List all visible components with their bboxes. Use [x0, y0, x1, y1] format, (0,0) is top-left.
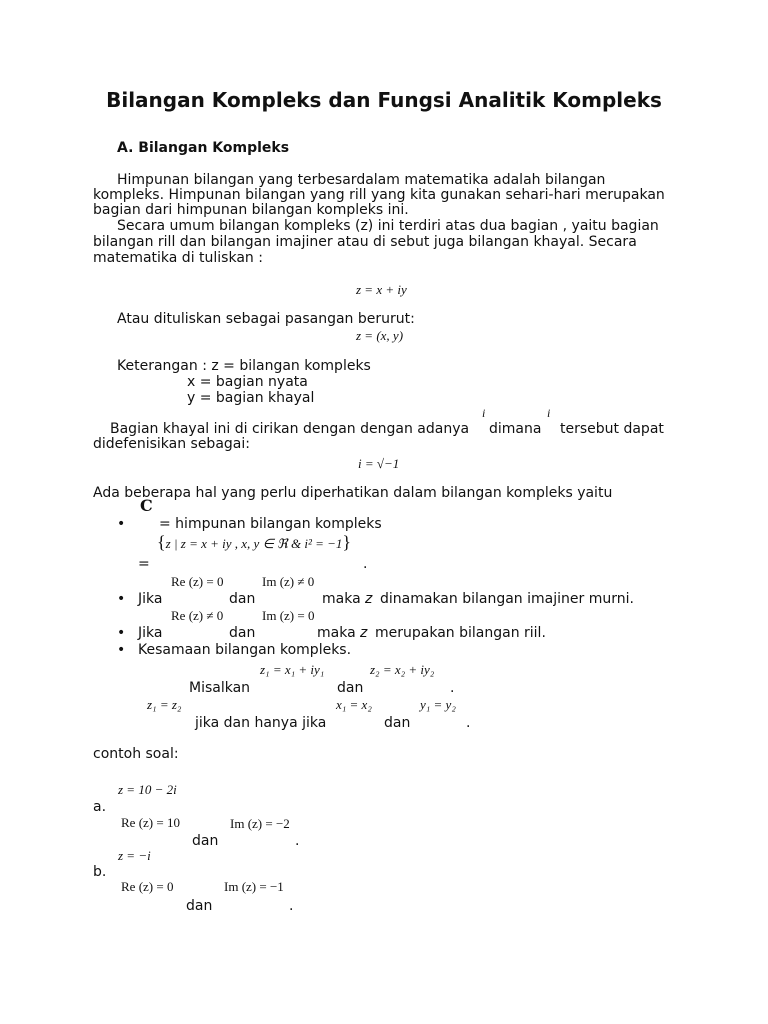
bullet3-rest: merupakan bilangan riil.	[375, 625, 546, 641]
khayal-text: Bagian khayal ini di cirikan dengan dengan adanya	[110, 421, 470, 437]
hal-text: Ada beberapa hal yang perlu diperhatikan dalam bilangan kompleks yaitu	[93, 485, 613, 501]
equation-i: i = √−1	[358, 456, 400, 471]
equation-z1: z₁ = x₁ + iy₁	[260, 662, 325, 677]
example-a-re: Re (z) = 10	[121, 815, 180, 830]
bullet2-rest: dinamakan bilangan imajiner murni.	[380, 591, 634, 607]
equation-z1-eq-z2: z₁ = z₂	[147, 697, 182, 712]
section-heading: A. Bilangan Kompleks	[117, 140, 290, 156]
keterangan-line3: y = bagian khayal	[187, 390, 315, 406]
equation-pair: z = (x, y)	[356, 328, 404, 343]
para1-line1: Himpunan bilangan yang terbesardalam matematika adalah bilangan	[117, 172, 606, 188]
bullet-icon: •	[117, 625, 126, 641]
iff-dan: dan	[384, 715, 411, 731]
im-nonzero: Im (z) ≠ 0	[262, 574, 315, 589]
im-zero: Im (z) = 0	[262, 608, 315, 623]
re-zero: Re (z) = 0	[171, 574, 224, 589]
example-a-equation: z = 10 − 2i	[118, 782, 177, 797]
set-definition: {z | z = x + iy , x, y ∈ ℜ & i² = −1}	[157, 532, 352, 552]
example-a-im: Im (z) = −2	[230, 816, 290, 831]
example-b-dot: .	[289, 898, 294, 914]
example-a-dot: .	[295, 833, 300, 849]
contoh-label: contoh soal:	[93, 746, 179, 762]
bullet1-equals: =	[138, 556, 150, 572]
complex-set-symbol: C	[140, 496, 153, 515]
bullet3-z: z	[360, 625, 368, 641]
iff-dot: .	[466, 715, 471, 731]
bullet1-dot: .	[363, 556, 368, 572]
bullet-icon: •	[117, 591, 126, 607]
para2-line1: Secara umum bilangan kompleks (z) ini terdiri atas dua bagian , yaitu bagian	[117, 218, 659, 234]
bullet3-dan: dan	[229, 625, 256, 641]
misalkan-dan: dan	[337, 680, 364, 696]
equation-z2: z₂ = x₂ + iy₂	[370, 662, 435, 677]
khayal-tersebut: tersebut dapat	[560, 421, 664, 437]
equation-x1-eq-x2: x₁ = x₂	[336, 697, 372, 712]
bullet-icon: •	[117, 516, 126, 532]
para2-line3: matematika di tuliskan :	[93, 250, 263, 266]
pair-text: Atau dituliskan sebagai pasangan berurut:	[117, 311, 415, 327]
bullet3-jika: Jika	[138, 625, 163, 641]
khayal-line2: didefenisikan sebagai:	[93, 436, 250, 452]
iff-text: jika dan hanya jika	[195, 715, 327, 731]
bullet2-maka: maka	[322, 591, 361, 607]
para1-line3: bagian dari himpunan bilangan kompleks ini.	[93, 202, 409, 218]
para2-line2: bilangan rill dan bilangan imajiner atau di sebut juga bilangan khayal. Secara	[93, 234, 637, 250]
para1-line2: kompleks. Himpunan bilangan yang rill yang kita gunakan sehari-hari merupakan	[93, 187, 665, 203]
equation-y1-eq-y2: y₁ = y₂	[420, 697, 456, 712]
i-symbol: i	[482, 406, 486, 420]
example-b-dan: dan	[186, 898, 213, 914]
bullet2-z: z	[365, 591, 373, 607]
example-a-label: a.	[93, 799, 107, 815]
example-b-label: b.	[93, 864, 107, 880]
set-body: z | z = x + iy , x, y ∈ ℜ & i² = −1	[165, 536, 343, 551]
example-b-equation: z = −i	[118, 848, 151, 863]
bullet1-text: = himpunan bilangan kompleks	[159, 516, 382, 532]
misalkan-text: Misalkan	[189, 680, 251, 696]
bullet-icon: •	[117, 642, 126, 658]
keterangan-line1: Keterangan : z = bilangan kompleks	[117, 358, 371, 374]
example-b-im: Im (z) = −1	[224, 879, 284, 894]
keterangan-line2: x = bagian nyata	[187, 374, 308, 390]
equation-z: z = x + iy	[356, 282, 407, 297]
misalkan-dot: .	[450, 680, 455, 696]
example-a-dan: dan	[192, 833, 219, 849]
bullet2-jika: Jika	[138, 591, 163, 607]
re-nonzero: Re (z) ≠ 0	[171, 608, 224, 623]
bullet4-text: Kesamaan bilangan kompleks.	[138, 642, 352, 658]
example-b-re: Re (z) = 0	[121, 879, 174, 894]
page-title: Bilangan Kompleks dan Fungsi Analitik Kompleks	[106, 88, 662, 112]
bullet2-dan: dan	[229, 591, 256, 607]
bullet3-maka: maka	[317, 625, 356, 641]
i-symbol: i	[547, 406, 551, 420]
khayal-dimana: dimana	[489, 421, 542, 437]
